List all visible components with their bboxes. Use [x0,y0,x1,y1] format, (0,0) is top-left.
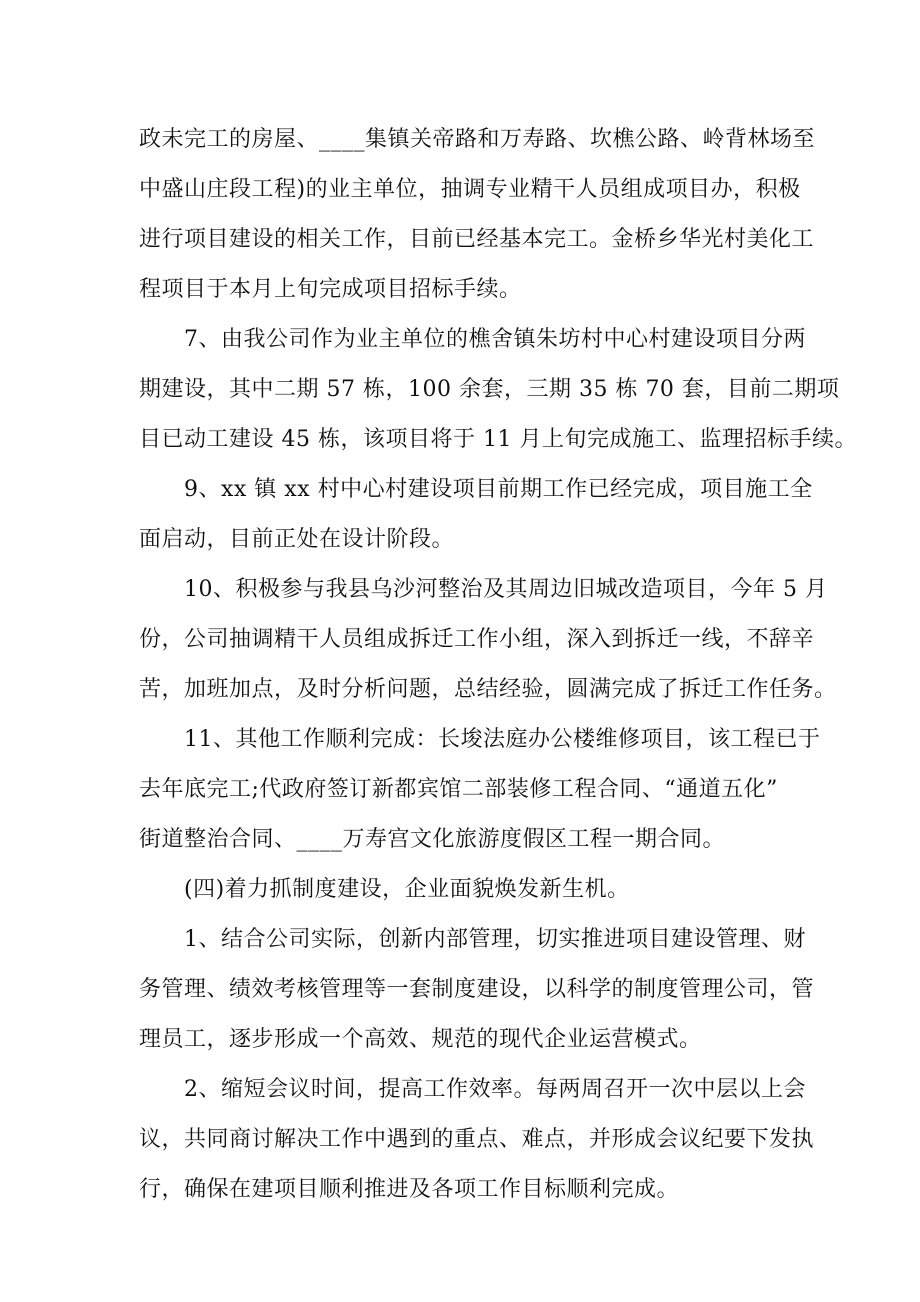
section-heading: (四)着力抓制度建设，企业面貌焕发新生机。 [184,877,630,902]
text-line: 去年底完工;代政府签订新都宾馆二部装修工程合同、“通道五化” [139,777,778,802]
text-line: 份，公司抽调精干人员组成拆迁工作小组，深入到拆迁一线，不辞辛 [139,627,815,652]
text-line: 街道整治合同、____万寿宫文化旅游度假区工程一期合同。 [139,827,726,852]
text-line: 7、由我公司作为业主单位的樵舍镇朱坊村中心村建设项目分两 [184,327,806,352]
text-line: 11、其他工作顺利完成：长埈法庭办公楼维修项目，该工程已于 [184,727,821,752]
text-line: 务管理、绩效考核管理等一套制度建设，以科学的制度管理公司，管 [139,977,815,1002]
text-line: 2、缩短会议时间，提高工作效率。每两周召开一次中层以上会 [184,1077,806,1102]
text-line: 程项目于本月上旬完成项目招标手续。 [139,277,522,302]
text-line: 理员工，逐步形成一个高效、规范的现代企业运营模式。 [139,1027,702,1052]
text-line: 面启动，目前正处在设计阶段。 [139,527,455,552]
text-line: 政未完工的房屋、____集镇关帝路和万寿路、坎樵公路、岭背林场至 [139,127,816,152]
text-line: 苦，加班加点，及时分析问题，总结经验，圆满完成了拆迁工作任务。 [139,677,837,702]
text-line: 进行项目建设的相关工作，目前已经基本完工。金桥乡华光村美化工 [139,227,815,252]
text-line: 中盛山庄段工程)的业主单位，抽调专业精干人员组成项目办，积极 [139,177,801,202]
text-line: 行，确保在建项目顺利推进及各项工作目标顺利完成。 [139,1177,680,1202]
text-line: 1、结合公司实际，创新内部管理，切实推进项目建设管理、财 [184,927,806,952]
text-line: 9、xx 镇 xx 村中心村建设项目前期工作已经完成，项目施工全 [184,477,813,502]
text-line: 目已动工建设 45 栋，该项目将于 11 月上旬完成施工、监理招标手续。 [139,427,857,452]
text-line: 期建设，其中二期 57 栋，100 余套，三期 35 栋 70 套，目前二期项 [139,377,840,402]
text-line: 议，共同商讨解决工作中遇到的重点、难点，并形成会议纪要下发执 [139,1127,815,1152]
text-line: 10、积极参与我县乌沙河整治及其周边旧城改造项目，今年 5 月 [184,577,828,602]
